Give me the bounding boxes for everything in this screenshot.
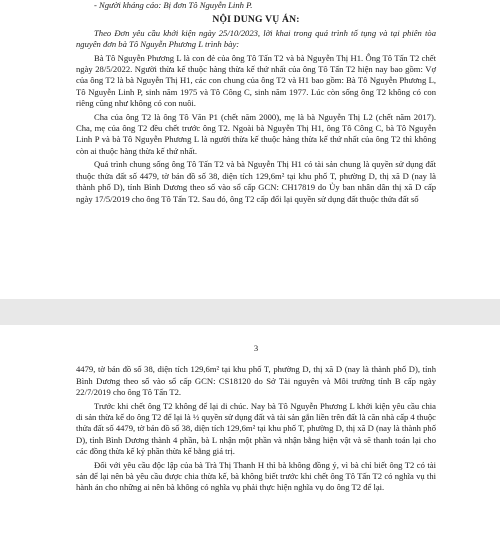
case-content-heading: NỘI DUNG VỤ ÁN: (212, 14, 300, 26)
document-page-2 (0, 325, 500, 545)
paragraph-heirs: Bà Tô Nguyễn Phương L là con đẻ của ông Tô Tấn T2 và bà Nguyễn Thị H1. Ông Tô Tấn T2 chết ngày 28/5/2022. Người thừa kế thuộc hàng thừa kế thứ nhất của ông Tô Tấn T2 hiện nay bao gồm: Vợ của ông T2 là bà Nguyễn Thị H1, các con chung của ông T2 và H1 bao gồm: Bà Tô Nguyễn Phương L, Tô Nguyễn Linh P, sinh năm 1975 và Tô Công C, sinh năm 1977. Lúc còn sống ông T2 không có con riêng cũng như không có con nuôi. (76, 52, 436, 109)
intro-paragraph: Theo Đơn yêu cầu khởi kiện ngày 25/10/2023, lời khai trong quá trình tố tụng và tại phiên tòa nguyên đơn bà Tô Nguyễn Phương L trình bày: (76, 27, 436, 50)
appellant-line: - Người kháng cáo: Bị đơn Tô Nguyễn Linh P. (94, 0, 253, 10)
page-2-content (76, 343, 436, 496)
page-1-content (76, 0, 436, 207)
paragraph-property: Quá trình chung sống ông Tô Tấn T2 và bà Nguyễn Thị H1 có tài sản chung là quyền sử dụng đất thuộc thửa đất số 4479, tờ bản đồ số 38, diện tích 129,6m² tại khu phố T, phường D, thị xã D (nay là thành phố D), tỉnh Bình Dương theo số vào sổ cấp GCN: CH17819 do Ủy ban nhân dân thị xã D cấp ngày 17/5/2019 cho ông Tô Tấn T2. Sau đó, ông T2 cấp đổi lại quyền sử dụng đất thuộc thửa đất số (76, 159, 436, 204)
paragraph-continued: 4479, tờ bản đồ số 38, diện tích 129,6m² tại khu phố T, phường D, thị xã D (nay là thành phố D), tỉnh Bình Dương theo số vào sổ cấp GCN: CS18120 do Sở Tài nguyên và Môi trường tỉnh B cấp ngày 22/7/2019 cho ông Tô Tấn T2. (76, 364, 436, 398)
paragraph-parents: Cha của ông T2 là ông Tô Văn P1 (chết năm 2000), mẹ là bà Nguyễn Thị L2 (chết năm 2017). Cha, mẹ của ông T2 đều chết trước ông T2. Ngoài bà Nguyễn Thị H1, ông Tô Công C, bà Tô Nguyễn Linh P và bà Tô Nguyễn Phương L là người thừa kế thuộc hàng thừa kế thứ nhất của ông T2 thì không còn ai thuộc hàng thừa kế thứ nhất. (76, 111, 436, 156)
paragraph-claim: Trước khi chết ông T2 không để lại di chúc. Nay bà Tô Nguyễn Phương L khởi kiện yêu cầu chia di sản thừa kế do ông T2 để lại là ½ quyền sử dụng đất và tài sản gắn liền trên đất là căn nhà cấp 4 thuộc thửa đất số 4479, tờ bản đồ số 38, diện tích 129,6m² tại khu phố T, phường D, thị xã D (nay là thành phố D), tỉnh Bình Dương thành 4 phần, bà L nhận một phần và nhận bằng hiện vật và sẽ thanh toán lại cho các đồng thừa kế kỷ phần thừa kế bằng giá trị. (76, 400, 436, 457)
paragraph-independent-claim: Đối với yêu cầu độc lập của bà Trà Thị Thanh H thì bà không đồng ý, vì bà chỉ biết ông T2 có tài sản để lại nên bà yêu cầu được chia thừa kế, bà không biết trước khi chết ông Tô Tấn T2 có nghĩa vụ thi hành án cho những ai nên bà không có nghĩa vụ phải thực hiện nghĩa vụ do ông T2 để lại. (76, 459, 436, 493)
page-number: 3 (253, 343, 259, 353)
